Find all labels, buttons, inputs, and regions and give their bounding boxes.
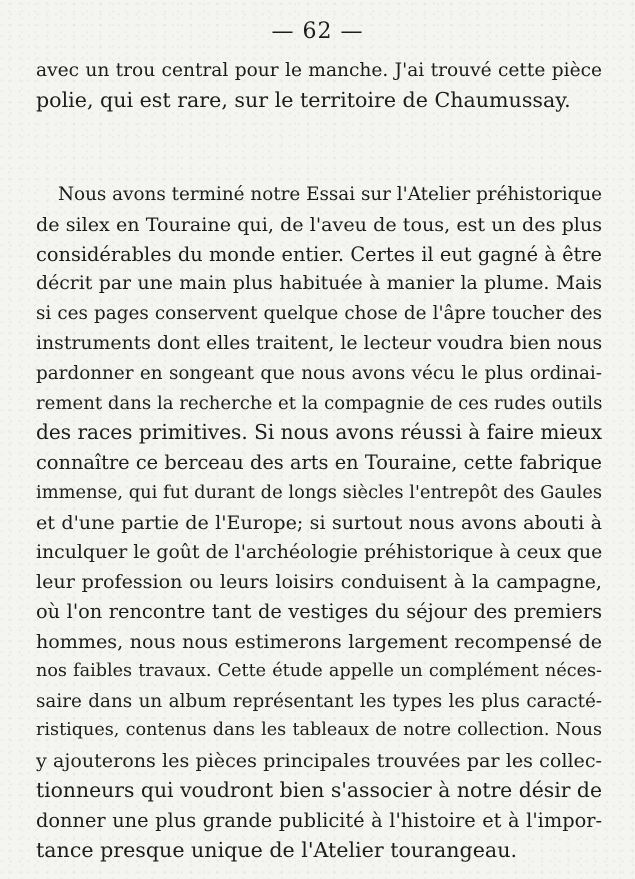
text-line: leur profession ou leurs loisirs conduisent à la campagne, bbox=[36, 570, 602, 594]
text-line: ristiques, contenus dans les tableaux de notre collection. Nous bbox=[36, 720, 602, 741]
text-line: donner une plus grande publicité à l'histoire et à l'impor- bbox=[36, 808, 602, 832]
text-line: Nous avons terminé notre Essai sur l'Atelier préhistorique bbox=[58, 184, 602, 205]
text-line: avec un trou central pour le manche. J'ai trouvé cette pièce bbox=[36, 60, 602, 81]
text-line: tance presque unique de l'Atelier tourangeau. bbox=[36, 837, 518, 862]
text-line: inculquer le goût de l'archéologie préhistorique à ceux que bbox=[36, 541, 603, 563]
text-line: si ces pages conservent quelque chose de l'âpre toucher des bbox=[36, 303, 602, 325]
text-line: nos faibles travaux. Cette étude appelle un complément néces- bbox=[36, 660, 602, 681]
text-line: polie, qui est rare, sur le territoire de Chaumussay. bbox=[36, 87, 571, 112]
main-paragraph bbox=[36, 180, 602, 865]
text-line: immense, qui fut durant de longs siècles l'entrepôt des Gaules bbox=[36, 481, 602, 503]
intro-paragraph bbox=[36, 56, 602, 116]
text-line: de silex en Touraine qui, de l'aveu de tous, est un des plus bbox=[36, 212, 602, 236]
text-line: des races primitives. Si nous avons réussi à faire mieux bbox=[36, 420, 603, 445]
text-line: hommes, nous nous estimerons largement recompensé de bbox=[36, 629, 602, 653]
text-line: rement dans la recherche et la compagnie de ces rudes outils bbox=[36, 392, 603, 414]
text-line: instruments dont elles traitent, le lecteur voudra bien nous bbox=[36, 332, 603, 354]
text-line: connaître ce berceau des arts en Touraine, cette fabrique bbox=[36, 451, 602, 475]
text-line: tionneurs qui voudront bien s'associer à notre désir de bbox=[36, 777, 602, 802]
page-number: — 62 — bbox=[271, 19, 364, 44]
text-line: considérables du monde entier. Certes il eut gagné à être bbox=[36, 242, 602, 266]
text-line: et d'une partie de l'Europe; si surtout nous avons abouti à bbox=[36, 510, 602, 534]
text-line: pardonner en songeant que nous avons vécu le plus ordinai- bbox=[36, 362, 602, 384]
text-line: décrit par une main plus habituée à manier la plume. Mais bbox=[36, 273, 602, 295]
text-line: y ajouterons les pièces principales trouvées par les collec- bbox=[36, 749, 602, 773]
text-line: où l'on rencontre tant de vestiges du séjour des premiers bbox=[36, 600, 602, 624]
text-line: saire dans un album représentant les types les plus caracté- bbox=[36, 690, 602, 712]
